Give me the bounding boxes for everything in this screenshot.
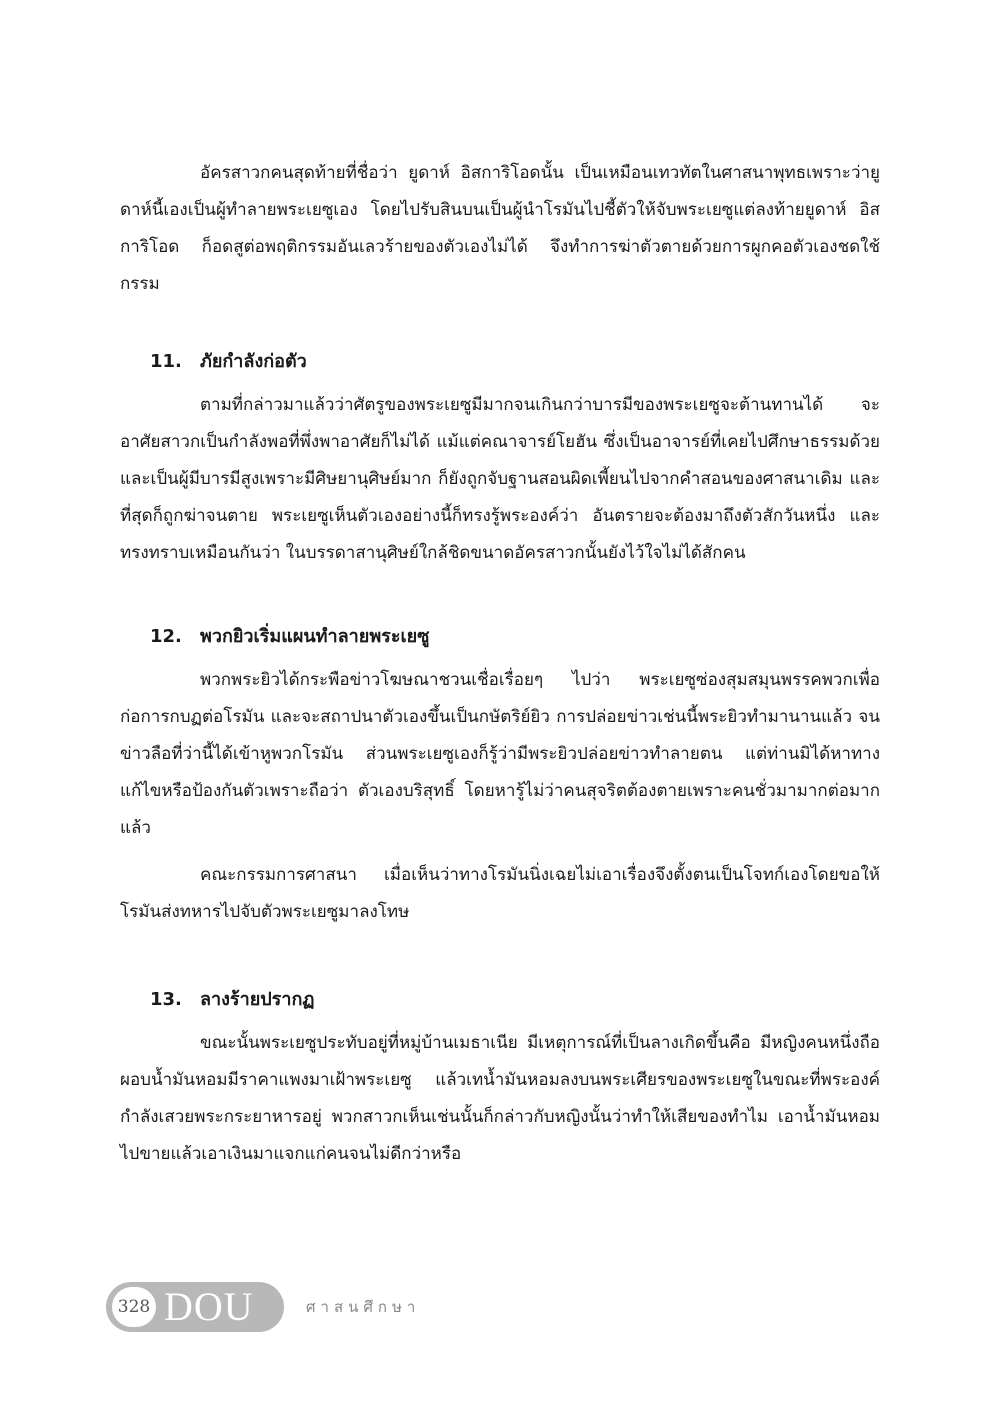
subject-title: ศาสนศึกษา — [306, 1298, 421, 1316]
section-title: พวกยิวเริ่มแผนทำลายพระเยซู — [200, 626, 430, 647]
section-11-paragraph-1: ตามที่กล่าวมาแล้วว่าศัตรูของพระเยซูมีมากจนเกินกว่าบารมีของพระเยซูจะต้านทานได้ จะอาศัยสาวกเป็นกำลังพอที่พึ่งพาอาศัยก็ไม่ได้ แม้แต่คณาจารย์โยฮัน ซึ่งเป็นอาจารย์ที่เคยไปศึกษาธรรมด้วย และเป็นผู้มีบารมีสูงเพราะมีศิษยานุศิษย์มาก ก็ยังถูกจับฐานสอนผิดเพี้ยนไปจากคำสอนของศาสนาเดิม และที่สุดก็ถูกฆ่าจนตาย พระเยซูเห็นตัวเองอย่างนี้ก็ทรงรู้พระองค์ว่า อันตรายจะต้องมาถึงตัวสักวันหนึ่ง และทรงทราบเหมือนกันว่า ในบรรดาสานุศิษย์ใกล้ชิดขนาดอัครสาวกนั้นยังไว้ใจไม่ได้สักคน — [120, 395, 880, 563]
section-heading-13 — [120, 985, 880, 1015]
section-heading-12 — [120, 622, 880, 652]
section-number: 11. — [150, 351, 182, 372]
dou-logo: DOU — [164, 1284, 254, 1329]
section-heading-11 — [120, 347, 880, 377]
intro-paragraph: อัครสาวกคนสุดท้ายที่ชื่อว่า ยูดาห์ อิสการิโอดนั้น เป็นเหมือนเทวทัตในศาสนาพุทธเพราะว่ายูดาห์นี้เองเป็นผู้ทำลายพระเยซูเอง โดยไปรับสินบนเป็นผู้นำโรมันไปชี้ตัวให้จับพระเยซูแต่ลงท้ายยูดาห์ อิสการิโอด ก็อดสูต่อพฤติกรรมอันเลวร้ายของตัวเองไม่ได้ จึงทำการฆ่าตัวตายด้วยการผูกคอตัวเองชดใช้กรรม — [120, 163, 880, 294]
page-number: 328 — [112, 1287, 156, 1327]
section-12-paragraph-2: คณะกรรมการศาสนา เมื่อเห็นว่าทางโรมันนิ่งเฉยไม่เอาเรื่องจึงตั้งตนเป็นโจทก์เองโดยขอให้โรมันส่งทหารไปจับตัวพระเยซูมาลงโทษ — [120, 865, 880, 922]
section-title: ลางร้ายปรากฏ — [200, 989, 315, 1010]
section-12-paragraph-1: พวกพระยิวได้กระพือข่าวโฆษณาชวนเชื่อเรื่อยๆ ไปว่า พระเยซูซ่องสุมสมุนพรรคพวกเพื่อก่อการกบฏต่อโรมัน และจะสถาปนาตัวเองขึ้นเป็นกษัตริย์ยิว การปล่อยข่าวเช่นนี้พระยิวทำมานานแล้ว จนข่าวลือที่ว่านี้ได้เข้าหูพวกโรมัน ส่วนพระเยซูเองก็รู้ว่ามีพระยิวปล่อยข่าวทำลายตน แต่ท่านมิได้หาทางแก้ไขหรือป้องกันตัวเพราะถือว่า ตัวเองบริสุทธิ์ โดยหารู้ไม่ว่าคนสุจริตต้องตายเพราะคนชั่วมามากต่อมากแล้ว — [120, 670, 880, 838]
section-title: ภัยกำลังก่อตัว — [200, 351, 307, 372]
dou-badge — [106, 1282, 284, 1332]
section-number: 13. — [150, 989, 182, 1010]
page-footer — [106, 1282, 420, 1332]
page-content — [120, 155, 880, 1173]
section-number: 12. — [150, 626, 182, 647]
section-13-paragraph-1: ขณะนั้นพระเยซูประทับอยู่ที่หมู่บ้านเมธาเนีย มีเหตุการณ์ที่เป็นลางเกิดขึ้นคือ มีหญิงคนหนึ่งถือผอบน้ำมันหอมมีราคาแพงมาเฝ้าพระเยซู แล้วเทน้ำมันหอมลงบนพระเศียรของพระเยซูในขณะที่พระองค์กำลังเสวยพระกระยาหารอยู่ พวกสาวกเห็นเช่นนั้นก็กล่าวกับหญิงนั้นว่าทำให้เสียของทำไม เอาน้ำมันหอมไปขายแล้วเอาเงินมาแจกแก่คนจนไม่ดีกว่าหรือ — [120, 1033, 880, 1164]
